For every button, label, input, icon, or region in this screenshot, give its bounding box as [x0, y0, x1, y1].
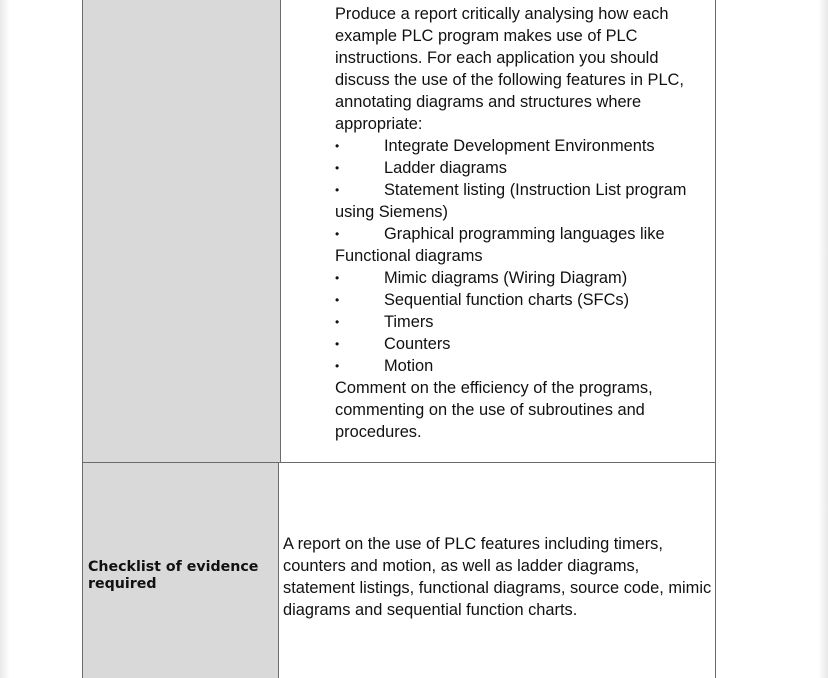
- feature-item-continuation: Functional diagrams: [335, 247, 483, 265]
- task-intro: Produce a report critically analysing how each example PLC program makes use of PLC instructions. For each application you should discuss the use of the following features in PLC, annotating diagrams and structures where appropriate:: [335, 5, 684, 133]
- page-edge-shadow-left: [0, 0, 10, 678]
- bullet-dot: •: [335, 293, 340, 307]
- feature-bullet-mimic: [335, 267, 707, 289]
- bullet-dot: •: [335, 271, 340, 285]
- feature-item: Statement listing (Instruction List program: [384, 181, 687, 199]
- feature-item-continuation: using Siemens): [335, 203, 448, 221]
- task-description: [335, 3, 707, 443]
- feature-item: Graphical programming languages like: [384, 225, 665, 243]
- bullet-dot: •: [335, 227, 340, 241]
- checklist-label: Checklist of evidence required: [88, 559, 259, 592]
- feature-item: Counters: [384, 335, 451, 353]
- task-label-cell: [82, 0, 280, 463]
- feature-bullet-motion: [335, 355, 707, 377]
- checklist-evidence: A report on the use of PLC features including timers, counters and motion, as well as ladder diagrams, statement listings, functional diagrams, source code, mimic diagrams and sequential function charts.: [283, 535, 712, 619]
- feature-bullet-ladder: [335, 157, 707, 179]
- task-description-cell: [280, 0, 716, 463]
- bullet-dot: •: [335, 139, 340, 153]
- feature-bullet-statement-listing: [335, 179, 707, 201]
- checklist-evidence-cell: [278, 463, 716, 678]
- feature-item: Ladder diagrams: [384, 159, 508, 177]
- feature-bullet-ide: [335, 135, 707, 157]
- feature-item: Sequential function charts (SFCs): [384, 291, 630, 309]
- checklist-label-cell: [82, 463, 278, 678]
- task-closing: Comment on the efficiency of the programs, commenting on the use of subroutines and procedures.: [335, 379, 653, 441]
- feature-item: Timers: [384, 313, 434, 331]
- bullet-dot: •: [335, 315, 340, 329]
- bullet-dot: •: [335, 337, 340, 351]
- assignment-table: [82, 0, 716, 678]
- feature-item: Integrate Development Environments: [384, 137, 655, 155]
- feature-bullet-sfc: [335, 289, 707, 311]
- feature-item: Mimic diagrams (Wiring Diagram): [384, 269, 628, 287]
- bullet-dot: •: [335, 359, 340, 373]
- bullet-dot: •: [335, 161, 340, 175]
- feature-bullet-timers: [335, 311, 707, 333]
- bullet-dot: •: [335, 183, 340, 197]
- feature-bullet-graphical: [335, 223, 707, 245]
- page-edge-shadow-right: [818, 0, 828, 678]
- feature-bullet-counters: [335, 333, 707, 355]
- feature-item: Motion: [384, 357, 434, 375]
